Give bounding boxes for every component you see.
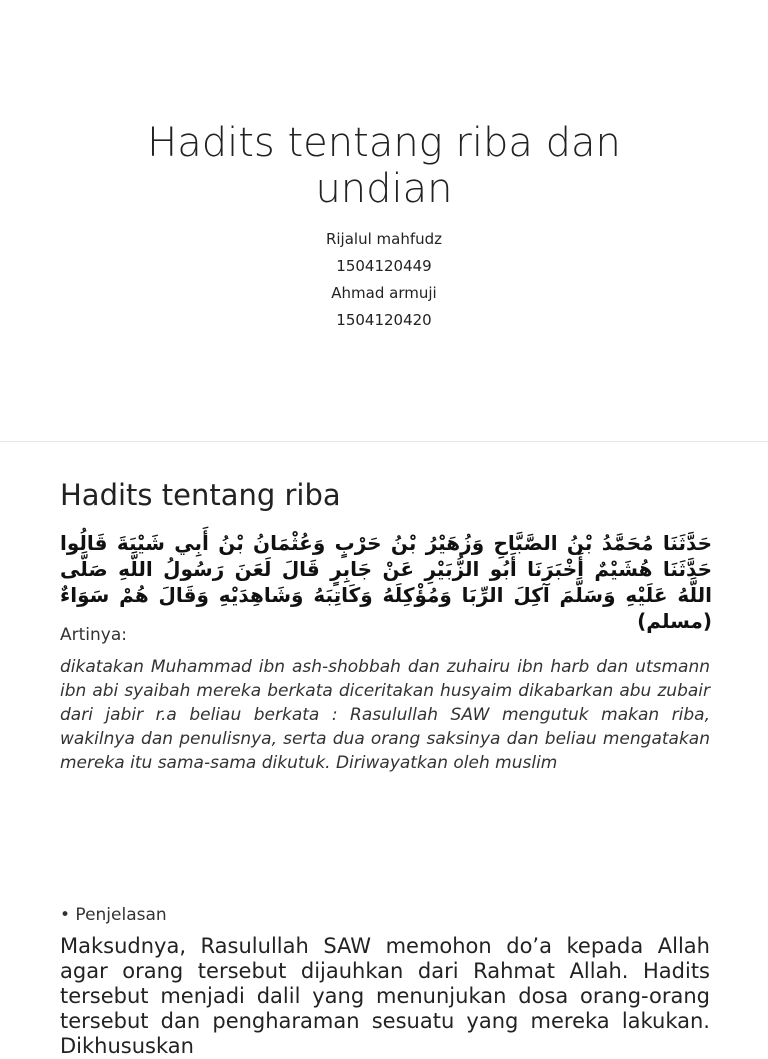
- author-id: 1504120420: [336, 311, 432, 329]
- arabic-hadith-text: حَدَّثَنَا مُحَمَّدُ بْنُ الصَّبَّاحِ وَزُهَيْرُ بْنُ حَرْبٍ وَعُثْمَانُ بْنُ أَبِي شَيْبَةَ قَالُوا حَدَّثَنَا هُشَيْمٌ أَخْبَرَنَا أَبُو الزُّبَيْرِ عَنْ جَابِرٍ قَالَ لَعَنَ رَسُولُ اللَّهِ صَلَّى اللَّهُ عَلَيْهِ وَسَلَّمَ آكِلَ الرِّبَا وَمُؤْكِلَهُ وَكَاتِبَهُ وَشَاهِدَيْهِ وَقَالَ هُمْ سَوَاءٌ (مسلم): [60, 531, 712, 633]
- author-id: 1504120449: [336, 257, 432, 275]
- explanation-text: Maksudnya, Rasulullah SAW memohon do’a kepada Allah agar orang tersebut dijauhkan dari Rahmat Allah. Hadits tersebut menjadi dalil yang menunjukan dosa orang-orang tersebut dan pengharaman sesuatu yang mereka lakukan. Dikhususkan: [60, 934, 710, 1058]
- authors-block: [184, 226, 584, 334]
- translation-label: Artinya:: [60, 625, 127, 645]
- slide-hadits: [0, 450, 768, 1058]
- author-name: Ahmad armuji: [331, 284, 437, 302]
- author-name: Rijalul mahfudz: [325, 230, 443, 248]
- slide-title-heading: Hadits tentang riba dan undian: [147, 120, 621, 212]
- slide-title: [0, 0, 768, 432]
- explanation-bullet: • Penjelasan: [60, 905, 167, 925]
- slide-divider: [0, 441, 768, 442]
- translation-text: dikatakan Muhammad ibn ash-shobbah dan zuhairu ibn harb dan utsmann ibn abi syaibah mereka berkata diceritakan husyaim dikabarkan abu zubair dari jabir r.a beliau berkata : Rasulullah SAW mengutuk makan riba, wakilnya dan penulisnya, serta dua orang saksinya dan beliau mengatakan mereka itu sama-sama dikutuk. Diriwayatkan oleh muslim: [60, 657, 710, 773]
- section-heading: Hadits tentang riba: [60, 478, 341, 512]
